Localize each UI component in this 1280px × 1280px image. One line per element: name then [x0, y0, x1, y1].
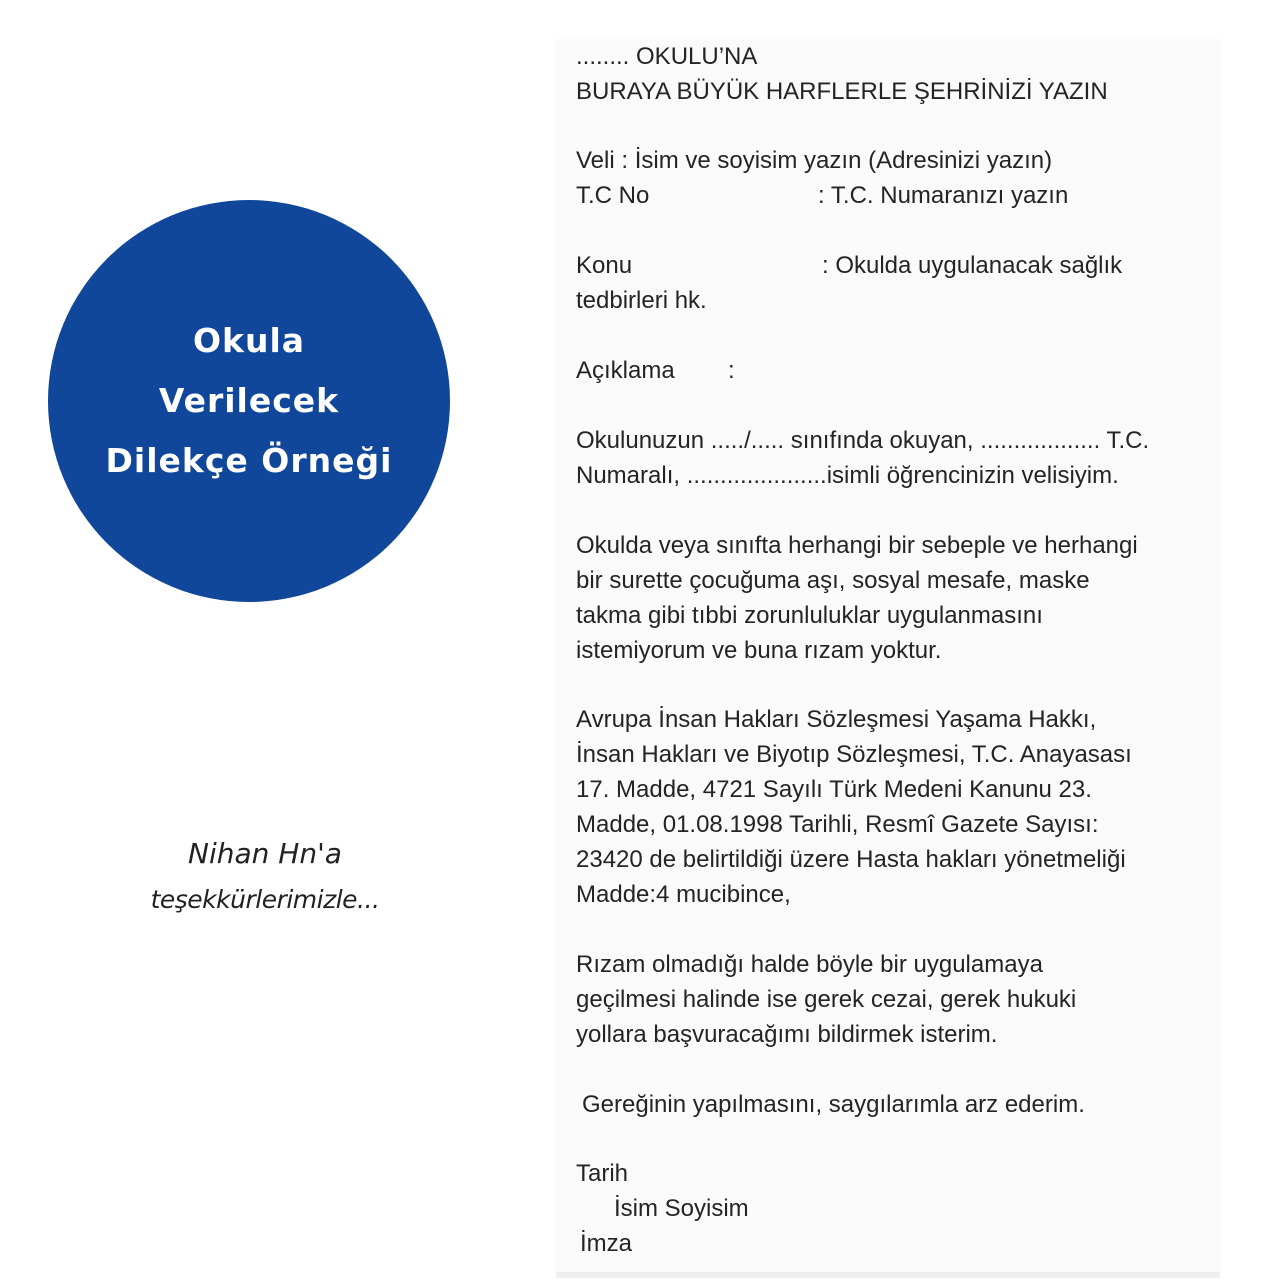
doc-signature-label: İmza: [580, 1230, 633, 1257]
doc-paragraph-line: takma gibi tıbbi zorunluluklar uygulanmasını: [576, 602, 1043, 629]
circle-title-line-3: Dilekçe Örneği: [105, 441, 393, 480]
doc-bottom-edge: [556, 1272, 1220, 1278]
doc-paragraph-line: Okulda veya sınıfta herhangi bir sebeple ve herhangi: [576, 532, 1138, 559]
circle-title-line-1: Okula: [192, 321, 306, 360]
doc-closing: Gereğinin yapılmasını, saygılarımla arz ederim.: [582, 1091, 1085, 1118]
circle-title-line-2: Verilecek: [158, 381, 340, 420]
doc-tc-value: : T.C. Numaranızı yazın: [818, 182, 1069, 209]
doc-paragraph-line: 17. Madde, 4721 Sayılı Türk Medeni Kanunu 23.: [576, 776, 1092, 803]
doc-paragraph-line: istemiyorum ve buna rızam yoktur.: [576, 637, 942, 664]
thanks-note: [100, 832, 430, 924]
doc-paragraph-line: geçilmesi halinde ise gerek cezai, gerek hukuki: [576, 986, 1077, 1013]
doc-paragraph-line: bir surette çocuğuma aşı, sosyal mesafe, maske: [576, 567, 1090, 594]
doc-date-label: Tarih: [576, 1160, 629, 1187]
doc-paragraph-line: Madde:4 mucibince,: [576, 881, 791, 908]
doc-paragraph-line: yollara başvuracağımı bildirmek isterim.: [576, 1021, 998, 1048]
doc-parent-line: Veli : İsim ve soyisim yazın (Adresinizi yazın): [576, 147, 1053, 174]
doc-paragraph-line: Avrupa İnsan Hakları Sözleşmesi Yaşama Hakkı,: [576, 706, 1097, 733]
thanks-line-2: teşekkürlerimizle...: [150, 885, 380, 914]
doc-explanation-colon: :: [728, 357, 735, 384]
doc-subject-cont: tedbirleri hk.: [576, 287, 707, 314]
doc-paragraph-line: Okulunuzun ...../..... sınıfında okuyan, .................. T.C.: [576, 427, 1150, 454]
doc-name-label: İsim Soyisim: [614, 1195, 749, 1222]
doc-paragraph-line: Numaralı, .....................isimli öğrencinizin velisiyim.: [576, 462, 1119, 489]
title-circle: [48, 200, 450, 602]
doc-header-city: BURAYA BÜYÜK HARFLERLE ŞEHRİNİZİ YAZIN: [576, 78, 1108, 105]
doc-subject-label: Konu: [576, 252, 633, 279]
doc-paragraph-line: İnsan Hakları ve Biyotıp Sözleşmesi, T.C. Anayasası: [576, 741, 1132, 768]
doc-paragraph-line: Rızam olmadığı halde böyle bir uygulamaya: [576, 951, 1043, 978]
thanks-line-1: Nihan Hn'a: [188, 837, 342, 870]
doc-explanation-label: Açıklama: [576, 357, 675, 384]
doc-tc-label: T.C No: [576, 182, 650, 209]
doc-subject-value: : Okulda uygulanacak sağlık: [822, 252, 1123, 279]
doc-header-school: ........ OKULU’NA: [576, 43, 758, 70]
doc-paragraph-line: 23420 de belirtildiği üzere Hasta hakları yönetmeliği: [576, 846, 1126, 873]
doc-paragraph-line: Madde, 01.08.1998 Tarihli, Resmî Gazete Sayısı:: [576, 811, 1099, 838]
